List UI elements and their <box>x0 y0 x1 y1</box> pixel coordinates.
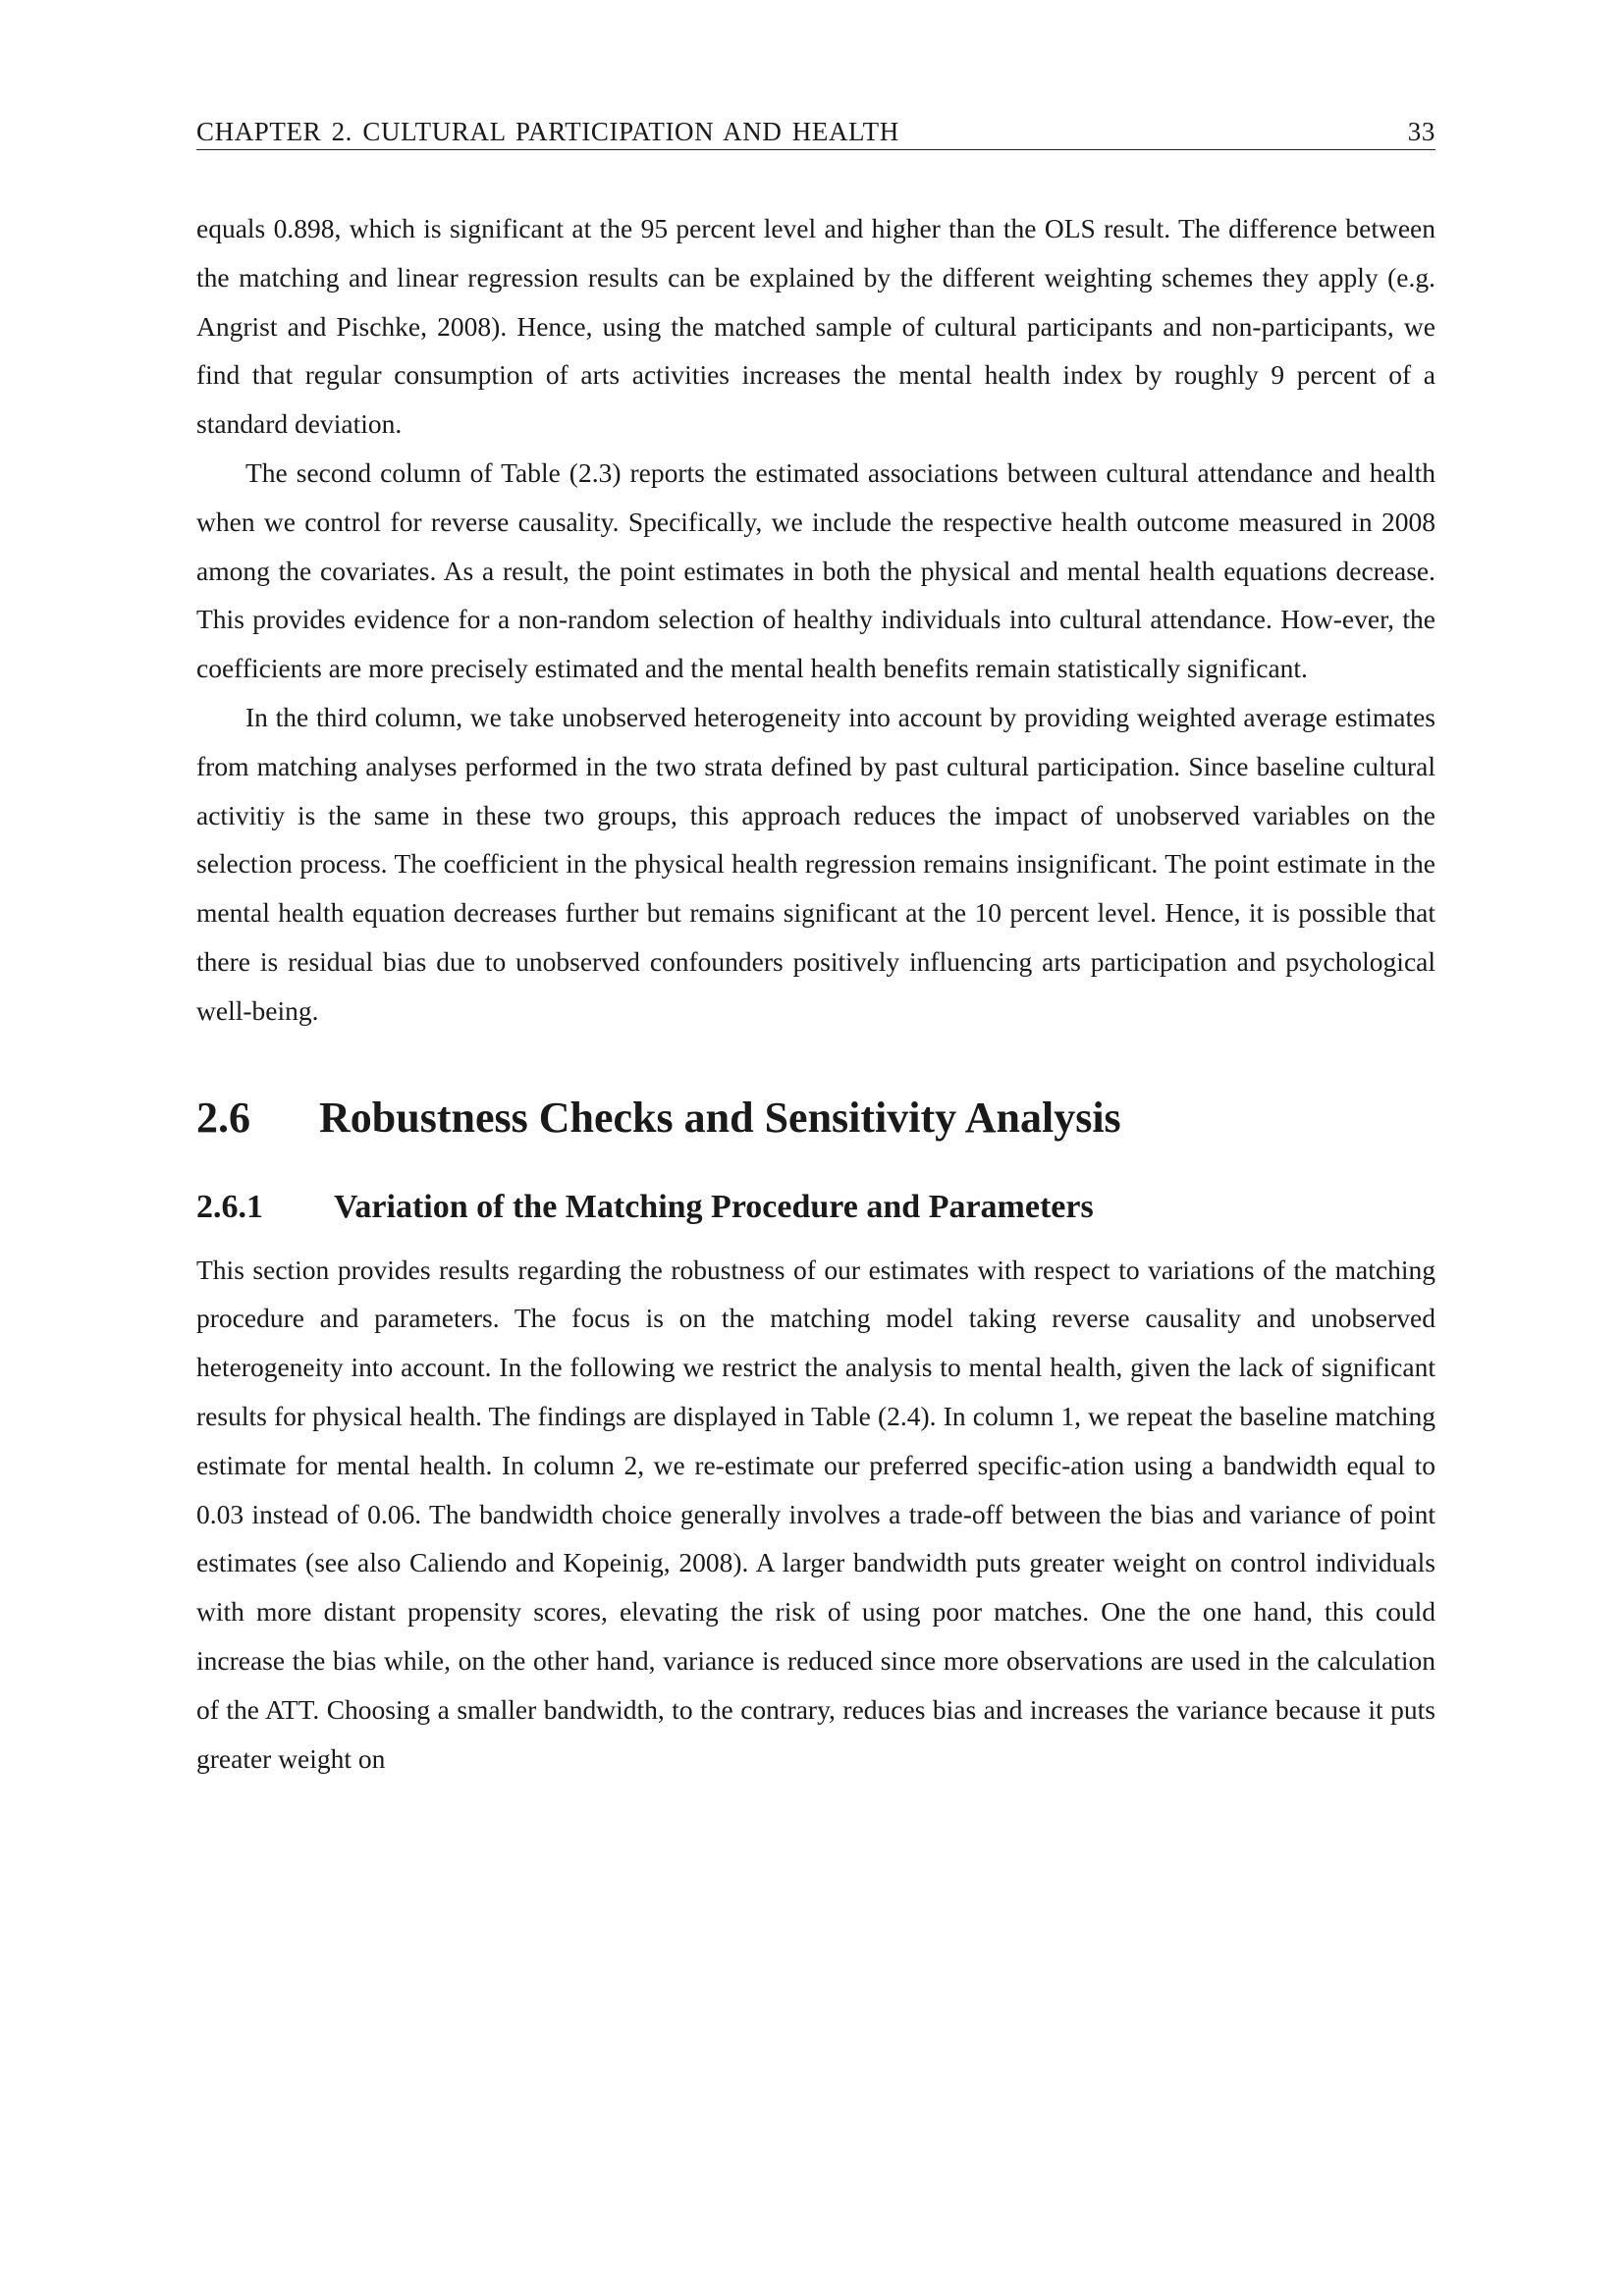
subsection-number: 2.6.1 <box>196 1188 263 1225</box>
running-header <box>196 108 1435 150</box>
section-heading <box>196 1089 1435 1148</box>
paragraph: This section provides results regarding the robustness of our estimates with respect to variations of the matching procedure and parameters. The focus is on the matching model taking reverse causality and unobserved heterogeneity into account. In the following we restrict the analysis to mental health, given the lack of significant results for physical health. The findings are displayed in Table (2.4). In column 1, we repeat the baseline matching estimate for mental health. In column 2, we re-estimate our preferred specific-ation using a bandwidth equal to 0.03 instead of 0.06. The bandwidth choice generally involves a trade-off between the bias and variance of point estimates (see also Caliendo and Kopeinig, 2008). A larger bandwidth puts greater weight on control individuals with more distant propensity scores, elevating the risk of using poor matches. One the one hand, this could increase the bias while, on the other hand, variance is reduced since more observations are used in the calculation of the ATT. Choosing a smaller bandwidth, to the contrary, reduces bias and increases the variance because it puts greater weight on <box>196 1254 1435 1774</box>
section-title: Robustness Checks and Sensitivity Analysis <box>319 1093 1121 1142</box>
subsection-heading <box>196 1183 1435 1232</box>
paragraph: The second column of Table (2.3) reports the estimated associations between cultural attendance and health when we control for reverse causality. Specifically, we include the respective health outcome measured in 2008 among the covariates. As a result, the point estimates in both the physical and mental health equations decrease. This provides evidence for a non-random selection of healthy individuals into cultural attendance. How-ever, the coefficients are more precisely estimated and the mental health benefits remain statistically significant. <box>196 456 1435 684</box>
page-number: 33 <box>1407 117 1435 146</box>
paragraph: equals 0.898, which is significant at the 95 percent level and higher than the OLS result. The difference between the matching and linear regression results can be explained by the different weighting schemes they apply (e.g. Angrist and Pischke, 2008). Hence, using the matched sample of cultural participants and non-participants, we find that regular consumption of arts activities increases the mental health index by roughly 9 percent of a standard deviation. <box>196 213 1435 440</box>
paragraph: In the third column, we take unobserved heterogeneity into account by providing weighted average estimates from matching analyses performed in the two strata defined by past cultural participation. Since baseline cultural activitiy is the same in these two groups, this approach reduces the impact of unobserved variables on the selection process. The coefficient in the physical health regression remains insignificant. The point estimate in the mental health equation decreases further but remains significant at the 10 percent level. Hence, it is possible that there is residual bias due to unobserved confounders positively influencing arts participation and psychological well-being. <box>196 701 1435 1026</box>
subsection-title: Variation of the Matching Procedure and Parameters <box>334 1188 1094 1225</box>
chapter-title: CHAPTER 2. CULTURAL PARTICIPATION AND HEALTH <box>196 117 899 146</box>
section-number: 2.6 <box>196 1093 250 1142</box>
body-text <box>196 204 1435 1783</box>
